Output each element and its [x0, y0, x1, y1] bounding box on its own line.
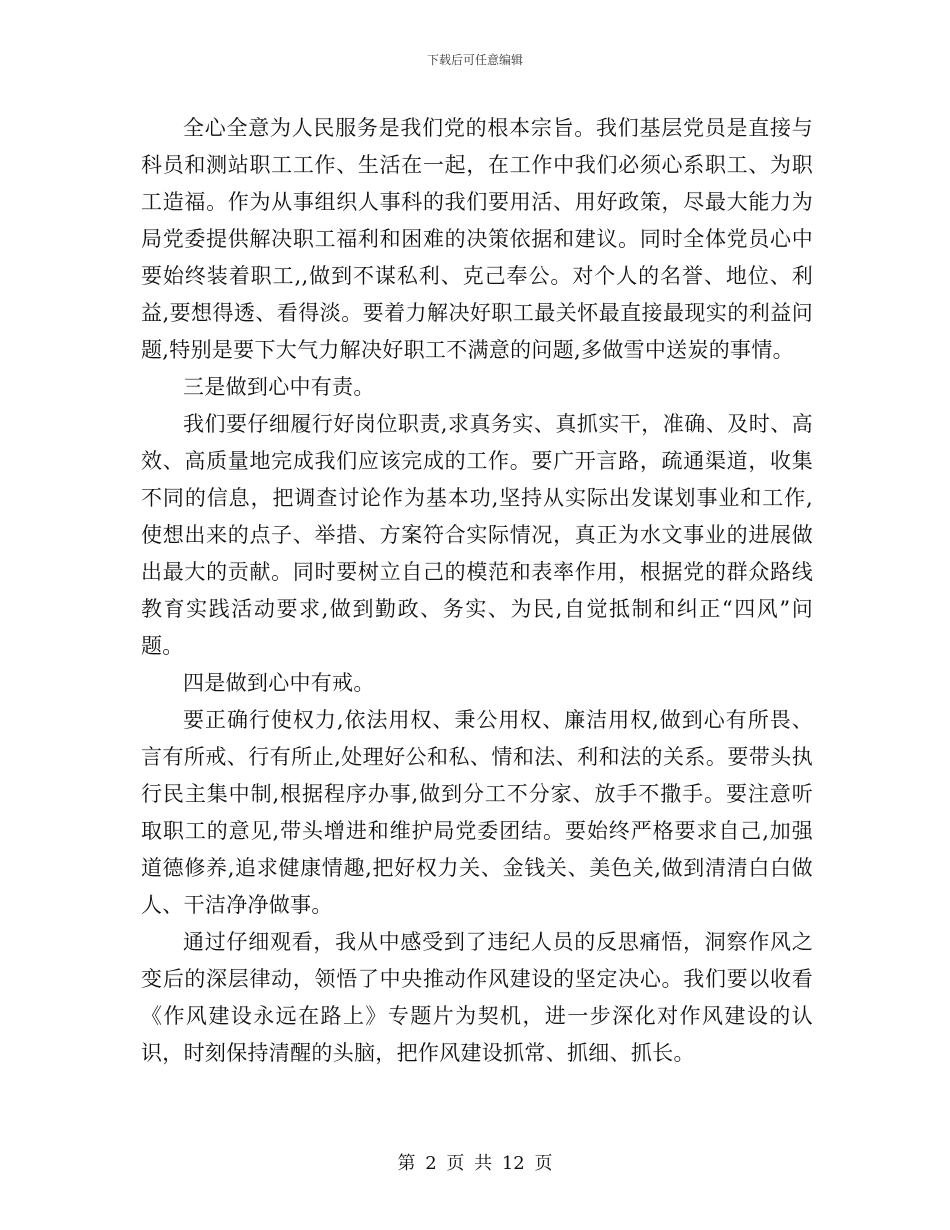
heading-responsibility: 三是做到心中有责。 [183, 375, 375, 399]
heading-discipline: 四是做到心中有戒。 [183, 671, 375, 695]
paragraph-responsibility: 我们要仔细履行好岗位职责,求真务实、真抓实干，准确、及时、高效、高质量地完成我们应该完成的工作。要广开言路，疏通渠道，收集不同的信息，把调查讨论作为基本功,坚持从实际出发谋划事业和工作,使想出来的点子、举措、方案符合实际情况，真正为水文事业的进展做出最大的贡献。同时要树立自己的模范和表率作用，根据党的群众路线教育实践活动要求,做到勤政、务实、为民,自觉抵制和纠正“四风”问题。 [141, 412, 813, 658]
page-header: 下载后可任意编辑 [426, 53, 523, 67]
document-body [141, 110, 813, 1072]
paragraph-service: 全心全意为人民服务是我们党的根本宗旨。我们基层党员是直接与科员和测站职工工作、生活在一起，在工作中我们必须心系职工、为职工造福。作为从事组织人事科的我们要用活、用好政策，尽最大能力为局党委提供解决职工福利和困难的决策依据和建议。同时全体党员心中要始终装着职工,,做到不谋私利、克己奉公。对个人的名誉、地位、利益,要想得透、看得淡。要着力解决好职工最关怀最直接最现实的利益问题,特别是要下大气力解决好职工不满意的问题,多做雪中送炭的事情。 [141, 116, 813, 362]
paragraph-discipline: 要正确行使权力,依法用权、秉公用权、廉洁用权,做到心有所畏、言有所戒、行有所止,处理好公和私、情和法、利和法的关系。要带头执行民主集中制,根据程序办事,做到分工不分家、放手不撒手。要注意听取职工的意见,带头增进和维护局党委团结。要始终严格要求自己,加强道德修养,追求健康情趣,把好权力关、金钱关、美色关,做到清清白白做人、干洁净净做事。 [141, 708, 813, 917]
page-number: 第 2 页 共 12 页 [397, 1153, 553, 1174]
paragraph-conclusion: 通过仔细观看，我从中感受到了违纪人员的反思痛悟，洞察作风之变后的深层律动，领悟了中央推动作风建设的坚定决心。我们要以收看《作风建设永远在路上》专题片为契机，进一步深化对作风建设的认识，时刻保持清醒的头脑，把作风建设抓常、抓细、抓长。 [141, 930, 813, 1065]
